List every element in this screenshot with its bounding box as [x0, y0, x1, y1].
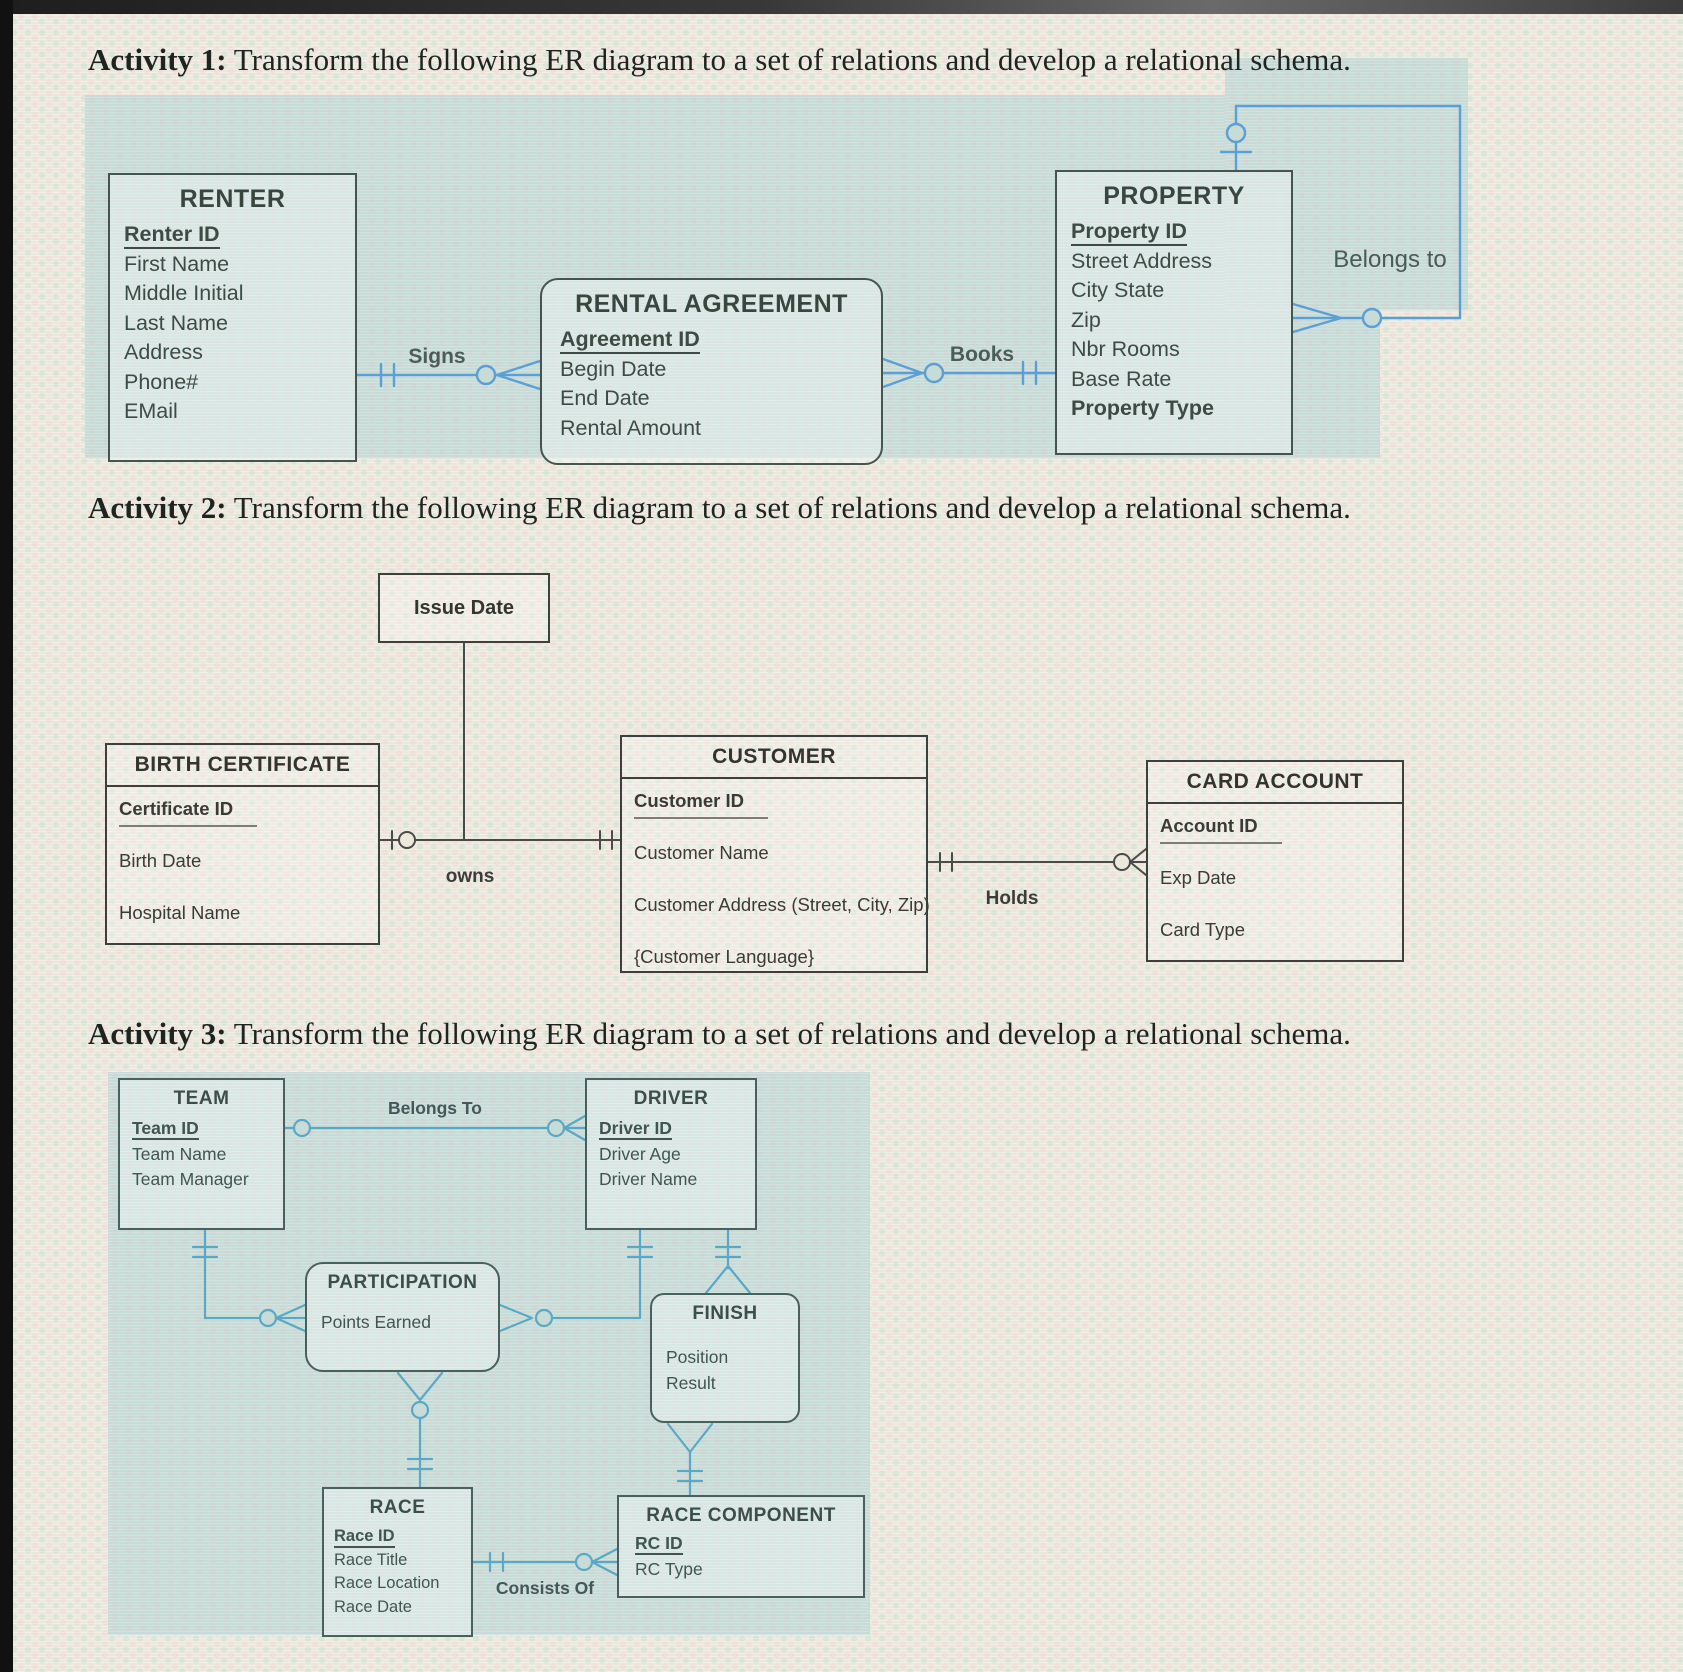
attr-row: Team Manager [132, 1169, 249, 1189]
activity2-heading-label: Activity 2: [88, 490, 227, 525]
entity-driver [585, 1078, 757, 1230]
attr-row: First Name [124, 251, 230, 276]
relationship-label-consists-of: Consists Of [495, 1578, 595, 1598]
attr-row [334, 1525, 465, 1549]
entity-finish-attrs [652, 1345, 798, 1396]
entity-finish-title: FINISH [692, 1303, 758, 1324]
attr-row: RC Type [635, 1558, 703, 1579]
entity-race-component-attrs [619, 1531, 863, 1582]
holds-crowsfoot [1130, 849, 1146, 875]
attr-row: Hospital Name [119, 902, 241, 923]
entity-customer [620, 735, 928, 973]
owns-exactly-one-ticks [600, 831, 612, 849]
attr-row: Race Title [334, 1550, 408, 1569]
entity-race-pk: Race ID [334, 1527, 395, 1548]
attr-row: Zip [1071, 307, 1101, 332]
entity-rental-agreement [540, 278, 883, 465]
relationship-label-owns: owns [445, 866, 495, 887]
attr-row: Phone# [124, 369, 199, 394]
entity-renter-attrs [110, 220, 355, 427]
attr-row [119, 797, 372, 849]
entity-race-component [617, 1495, 865, 1598]
activity1-heading-text: Transform the following ER diagram to a set of relations and develop a relational schema. [226, 42, 1351, 77]
attr-row [1071, 217, 1285, 247]
holds-one-ticks [940, 853, 952, 871]
attr-row [599, 1116, 749, 1142]
entity-finish [650, 1293, 800, 1423]
entity-participation-title: PARTICIPATION [327, 1272, 478, 1293]
entity-team-attrs [120, 1116, 283, 1193]
entity-renter [108, 173, 357, 462]
attr-row: Nbr Rooms [1071, 337, 1180, 361]
activity2-heading-text: Transform the following ER diagram to a set of relations and develop a relational schema. [226, 490, 1351, 525]
activity1-heading-label: Activity 1: [88, 42, 227, 77]
attr-row: Address [124, 340, 203, 364]
entity-race-component-pk: RC ID [635, 1533, 683, 1555]
relationship-label-belongs-to-3: Belongs To [388, 1098, 482, 1118]
attr-row [132, 1116, 277, 1142]
connector-holds [928, 849, 1146, 875]
attr-row: Middle Initial [124, 281, 244, 305]
entity-birth-certificate-title: BIRTH CERTIFICATE [107, 745, 378, 787]
entity-card-account [1146, 760, 1404, 962]
attr-row: Position [666, 1347, 729, 1367]
attr-row: Exp Date [1160, 867, 1237, 888]
entity-race-title: RACE [369, 1497, 426, 1518]
attr-row [560, 325, 875, 355]
relationship-label-books: Books [949, 343, 1015, 366]
attr-row [124, 220, 349, 250]
entity-race [322, 1487, 473, 1637]
entity-property-attrs [1057, 217, 1291, 424]
attr-row: City State [1071, 278, 1165, 302]
holds-optional-circle [1114, 854, 1130, 870]
attr-row [634, 789, 920, 841]
attr-row: Begin Date [560, 356, 667, 381]
attr-row: Driver Name [599, 1169, 698, 1189]
entity-birth-certificate [105, 743, 380, 945]
relationship-label-signs: Signs [408, 345, 466, 368]
connector-owns [380, 643, 620, 849]
entity-team-title: TEAM [173, 1088, 230, 1109]
entity-card-account-title: CARD ACCOUNT [1148, 762, 1402, 804]
entity-team [118, 1078, 285, 1230]
entity-property-title: PROPERTY [1103, 182, 1245, 210]
attr-row: Result [666, 1372, 716, 1393]
entity-driver-attrs [587, 1116, 755, 1193]
attr-row [635, 1531, 857, 1557]
activity3-heading-text: Transform the following ER diagram to a set of relations and develop a relational schema. [226, 1016, 1351, 1051]
entity-customer-title: CUSTOMER [622, 737, 926, 779]
activity3-heading [88, 1016, 1351, 1052]
entity-property [1055, 170, 1293, 455]
attr-row: Birth Date [119, 850, 202, 871]
entity-customer-attrs [622, 789, 930, 997]
entity-card-account-attrs [1148, 814, 1402, 970]
attr-row: Rental Amount [560, 415, 702, 440]
owns-optional-circle [399, 832, 415, 848]
entity-participation [305, 1262, 500, 1372]
attr-row: Race Date [334, 1597, 412, 1616]
entity-rental-agreement-pk: Agreement ID [560, 328, 700, 354]
issue-date-label: Issue Date [413, 596, 515, 619]
attr-row: Customer Name [634, 842, 769, 863]
entity-rental-agreement-title: RENTAL AGREEMENT [575, 290, 848, 318]
entity-race-component-title: RACE COMPONENT [646, 1505, 836, 1526]
attr-row: Street Address [1071, 248, 1213, 273]
attr-row: Points Earned [321, 1312, 431, 1332]
attr-row: {Customer Language} [634, 946, 814, 967]
attr-row: Property Type [1071, 396, 1214, 420]
entity-driver-pk: Driver ID [599, 1118, 672, 1140]
screen-left-bezel [0, 0, 13, 1672]
entity-team-pk: Team ID [132, 1118, 199, 1140]
screen-top-bezel [0, 0, 1683, 14]
entity-rental-agreement-attrs [542, 325, 881, 443]
activity2-heading [88, 490, 1351, 526]
entity-property-pk: Property ID [1071, 220, 1187, 246]
attr-row: EMail [124, 399, 178, 423]
entity-race-attrs [324, 1525, 471, 1619]
attr-row: End Date [560, 386, 650, 410]
entity-participation-attrs [307, 1310, 498, 1336]
entity-birth-certificate-pk: Certificate ID [119, 797, 257, 827]
entity-driver-title: DRIVER [633, 1088, 709, 1109]
entity-card-account-pk: Account ID [1160, 814, 1282, 844]
entity-renter-pk: Renter ID [124, 223, 220, 249]
relationship-label-belongs-to: Belongs to [1333, 246, 1447, 273]
attribute-box-issue-date [378, 573, 550, 643]
activity3-heading-label: Activity 3: [88, 1016, 227, 1051]
attr-row: Last Name [124, 310, 228, 335]
attr-row [1160, 814, 1396, 866]
attr-row: Driver Age [599, 1143, 681, 1164]
entity-customer-pk: Customer ID [634, 789, 768, 819]
attr-row: Team Name [132, 1143, 227, 1164]
attr-row: Race Location [334, 1574, 440, 1592]
relationship-label-holds: Holds [985, 888, 1039, 909]
attr-row: Card Type [1160, 919, 1246, 940]
attr-row: Customer Address (Street, City, Zip) [634, 894, 930, 915]
attr-row: Base Rate [1071, 366, 1172, 391]
entity-renter-title: RENTER [179, 185, 286, 213]
entity-birth-certificate-attrs [107, 797, 378, 953]
activity1-heading [88, 42, 1351, 78]
